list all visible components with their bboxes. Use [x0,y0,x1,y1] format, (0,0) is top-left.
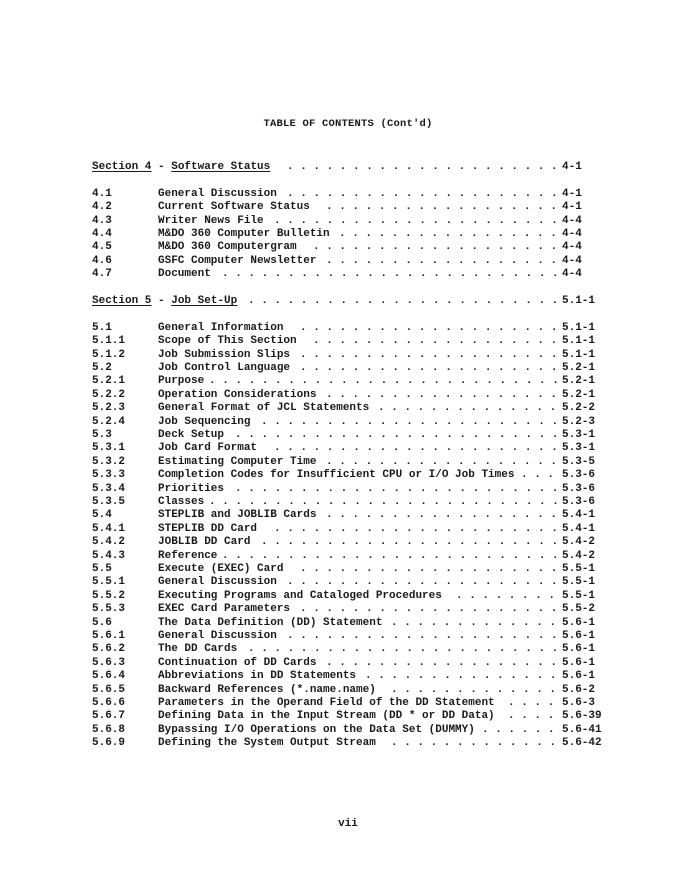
entry-title: M&DO 360 Computergram [158,241,297,254]
dot-leader: . . . . . . . . . . . . . . . . . . [326,254,558,267]
entry-page-number: 5.3-6 [562,469,596,482]
section-page-number: 5.1-1 [562,295,596,307]
dot-leader: . . . . . . . . . . . . . . . . . . [326,455,558,468]
page-title: TABLE OF CONTENTS (Cont'd) [263,118,433,130]
entry-number: 5.6.3 [92,656,126,669]
entry-number: 5.2 [92,362,112,374]
entry-page-number: 5.5-2 [562,603,596,616]
section-heading-text [92,294,237,308]
entry-page-number: 4-4 [562,241,582,254]
section-label: Section 5 [92,295,152,307]
dot-leader: . . . . . . . . . . . . . . . . . . . . . . . . . . . [209,375,559,388]
dot-leader: . . . . . . . . . . . . . . . . . . . . [300,321,558,334]
entry-title: Defining Data in the Input Stream (DD * or DD Data) [158,710,495,723]
dot-leader: . . . . . . . . . . . . . . . . . . . . . . . . [248,295,559,307]
entry-page-number: 5.5-1 [562,589,596,602]
dot-leader: . . . . . . . . . . . . . . . . . . . [313,335,558,348]
entry-title: Bypassing I/O Operations on the Data Set (DUMMY) [158,723,475,736]
section-title: Software Status [171,161,271,173]
entry-page-number: 5.1-1 [562,335,596,348]
dot-leader: . . . . . . . . . . . . . . . . . . . [313,241,558,254]
entry-number: 5.6.4 [92,670,126,683]
entry-page-number: 5.4-2 [562,549,596,562]
dot-leader: . . . . . . . . . . . . . . . . . . . . . . [274,214,558,227]
dot-leader: . . . . . . . . . . . . . . . . . . . . . [287,187,558,200]
entry-title: Parameters in the Operand Field of the DD Statement [158,697,495,709]
entry-page-number: 5.4-2 [562,536,596,549]
entry-page-number: 5.6-42 [562,737,602,750]
entry-number: 5.4.3 [92,549,126,562]
entry-page-number: 5.3-5 [562,455,596,468]
entry-number: 5.1.1 [92,335,126,348]
entry-number: 5.4.2 [92,536,126,549]
dot-leader: . . . . . . . . . . . . . . [378,402,557,415]
entry-title: Continuation of DD Cards [158,656,317,669]
dot-leader: . . . . . . . . . . . . . . . . . . [326,388,558,401]
entry-title: General Discussion [158,630,277,642]
entry-number: 5.6.2 [92,643,126,656]
entry-title: Job Control Language [158,362,291,374]
entry-page-number: 5.3-6 [562,496,596,508]
dot-leader: . . . . . . . . . . . . . . . . . . . . . . [274,442,558,455]
dot-leader: . . . . [508,710,555,723]
entry-number: 5.3.4 [92,482,126,495]
entry-page-number: 4-4 [562,254,582,267]
entry-number: 5.6.6 [92,697,126,709]
entry-page-number: 5.3-6 [562,482,596,495]
dot-leader: . . . . . . . . . . . . . . . . . . . . [300,348,558,361]
dot-leader: . . . . . . . . . . . . . . . . . . . . . . [274,522,558,535]
entry-page-number: 5.6-41 [562,723,602,736]
entry-page-number: 4-4 [562,228,582,240]
entry-page-number: 5.2-1 [562,388,596,401]
entry-number: 5.3.1 [92,442,126,455]
entry-title: STEPLIB DD Card [158,522,258,535]
entry-page-number: 5.4-1 [562,522,596,535]
entry-title: Priorities [158,482,225,495]
entry-number: 5.2.3 [92,402,126,415]
dot-leader: . . . . . . . . . . . . . . . . . . . . . . . . . [235,429,559,441]
entry-page-number: 5.6-2 [562,683,596,696]
page-number: vii [338,818,358,830]
entry-title: Reference [158,549,218,562]
dot-leader: . . . . [508,697,555,709]
entry-page-number: 5.6-1 [562,616,596,629]
entry-number: 4.3 [92,214,112,227]
entry-number: 5.3.3 [92,469,126,482]
entry-title: Job Sequencing [158,415,251,428]
entry-page-number: 5.3-1 [562,442,596,455]
dot-leader: . . . . . . . . . . . . . . . . . . . . [300,362,558,374]
dot-leader: . . . . . . . . . . . . . . . . . . . . . . . . . [235,482,559,495]
entry-title: STEPLIB and JOBLIB Cards [158,509,317,522]
entry-number: 4.7 [92,268,112,281]
entry-title: Estimating Computer Time [158,455,317,468]
entry-title: Completion Codes for Insufficient CPU or I/O Job Times [158,469,515,482]
entry-title: Job Submission Slips [158,348,291,361]
entry-number: 5.5.3 [92,603,126,616]
entry-title: M&DO 360 Computer Bulletin [158,228,330,240]
entry-title: Deck Setup [158,429,225,441]
entry-title: Document [158,268,211,281]
entry-number: 5.2.2 [92,388,126,401]
entry-number: 5.3 [92,429,112,441]
entry-page-number: 5.6-39 [562,710,602,723]
entry-page-number: 5.2-3 [562,415,596,428]
entry-number: 5.1.2 [92,348,126,361]
entry-number: 5.6.9 [92,737,126,750]
entry-number: 5.3.2 [92,455,126,468]
entry-number: 4.5 [92,241,112,254]
dot-leader: . . . . . . . . . . . . . . . . . [339,228,557,240]
entry-title: General Discussion [158,187,277,200]
entry-number: 5.4 [92,509,112,522]
entry-number: 5.6.1 [92,630,126,642]
entry-page-number: 5.2-1 [562,362,596,374]
dot-leader: . . . . . . . . . . . . . . . [365,670,557,683]
entry-number: 5.2.1 [92,375,126,388]
dot-leader: . . . . . . . . [456,589,556,602]
dot-leader: . . . . . . [482,723,555,736]
entry-page-number: 5.4-1 [562,509,596,522]
entry-title: General Discussion [158,576,277,589]
dot-leader: . . . . . . . . . . . . . . . . . . . . . . . . . . [222,268,559,281]
entry-page-number: 5.2-2 [562,402,596,415]
entry-page-number: 4-4 [562,268,582,281]
dot-leader: . . . . . . . . . . . . . . . . . . . . . . . . [248,643,559,656]
dot-leader: . . . . . . . . . . . . . . . . . . . . . . . . . . . [209,496,559,508]
entry-title: Classes [158,496,205,508]
dot-leader: . . . . . . . . . . . . . . . . . . [326,509,558,522]
entry-page-number: 5.5-1 [562,576,596,589]
dot-leader: . . . . . . . . . . . . . . . . . . . . . . . [261,415,559,428]
entry-page-number: 4-4 [562,214,582,227]
entry-number: 4.4 [92,228,112,240]
entry-number: 5.5 [92,563,112,575]
entry-title: General Information [158,321,284,334]
section-separator: - [151,161,172,173]
entry-page-number: 5.5-1 [562,563,596,575]
entry-page-number: 5.6-3 [562,697,596,709]
entry-page-number: 4-1 [562,187,582,200]
dot-leader: . . . . . . . . . . . . . . . . . . [326,656,558,669]
entry-page-number: 5.3-1 [562,429,596,441]
dot-leader: . . . . . . . . . . . . . . . . . . [326,201,558,214]
entry-title: Execute (EXEC) Card [158,563,284,575]
entry-title: Backward References (*.name.name) [158,683,376,696]
entry-number: 5.3.5 [92,496,126,508]
dot-leader: . . . . . . . . . . . . . . . . . . . . [300,563,558,575]
entry-page-number: 5.6-1 [562,630,596,642]
entry-number: 5.4.1 [92,522,126,535]
entry-number: 5.5.1 [92,576,126,589]
dot-leader: . . . . . . . . . . . . . [391,683,557,696]
entry-number: 5.6 [92,616,112,629]
entry-page-number: 5.2-1 [562,375,596,388]
entry-title: Job Card Format [158,442,258,455]
dot-leader: . . . . . . . . . . . . . . . . . . . . . . . . . . [222,549,559,562]
section-page-number: 4-1 [562,161,582,173]
dot-leader: . . . . . . . . . . . . . . . . . . . . . [287,161,558,173]
entry-title: Operation Considerations [158,388,317,401]
entry-number: 5.6.5 [92,683,126,696]
entry-page-number: 5.1-1 [562,321,596,334]
entry-title: General Format of JCL Statements [158,402,370,415]
entry-title: Executing Programs and Cataloged Procedures [158,589,442,602]
entry-page-number: 5.6-1 [562,670,596,683]
section-label: Section 4 [92,161,152,173]
entry-number: 4.6 [92,254,112,267]
entry-title: Scope of This Section [158,335,297,348]
dot-leader: . . . . . . . . . . . . . . . . . . . . . [287,630,558,642]
entry-number: 5.5.2 [92,589,126,602]
section-title: Job Set-Up [171,295,238,307]
entry-title: Writer News File [158,214,264,227]
entry-title: Abbreviations in DD Statements [158,670,357,683]
entry-title: The Data Definition (DD) Statement [158,616,383,629]
dot-leader: . . . . . . . . . . . . . [391,737,557,750]
dot-leader: . . . [521,469,555,482]
dot-leader: . . . . . . . . . . . . . . . . . . . . . [287,576,558,589]
entry-number: 5.6.7 [92,710,126,723]
entry-number: 5.2.4 [92,415,126,428]
entry-title: GSFC Computer Newsletter [158,254,317,267]
dot-leader: . . . . . . . . . . . . . . . . . . . . [300,603,558,616]
entry-page-number: 5.6-1 [562,656,596,669]
entry-title: JOBLIB DD Card [158,536,251,549]
entry-page-number: 5.6-1 [562,643,596,656]
entry-page-number: 5.1-1 [562,348,596,361]
dot-leader: . . . . . . . . . . . . . [391,616,557,629]
entry-number: 4.1 [92,187,112,200]
entry-title: Defining the System Output Stream [158,737,376,750]
entry-number: 5.1 [92,321,112,334]
section-heading-text [92,160,270,174]
entry-title: Purpose [158,375,205,388]
entry-number: 4.2 [92,201,112,214]
dot-leader: . . . . . . . . . . . . . . . . . . . . . . . [261,536,559,549]
entry-title: Current Software Status [158,201,310,214]
entry-title: The DD Cards [158,643,238,656]
entry-number: 5.6.8 [92,723,126,736]
entry-page-number: 4-1 [562,201,582,214]
section-separator: - [151,295,172,307]
entry-title: EXEC Card Parameters [158,603,291,616]
